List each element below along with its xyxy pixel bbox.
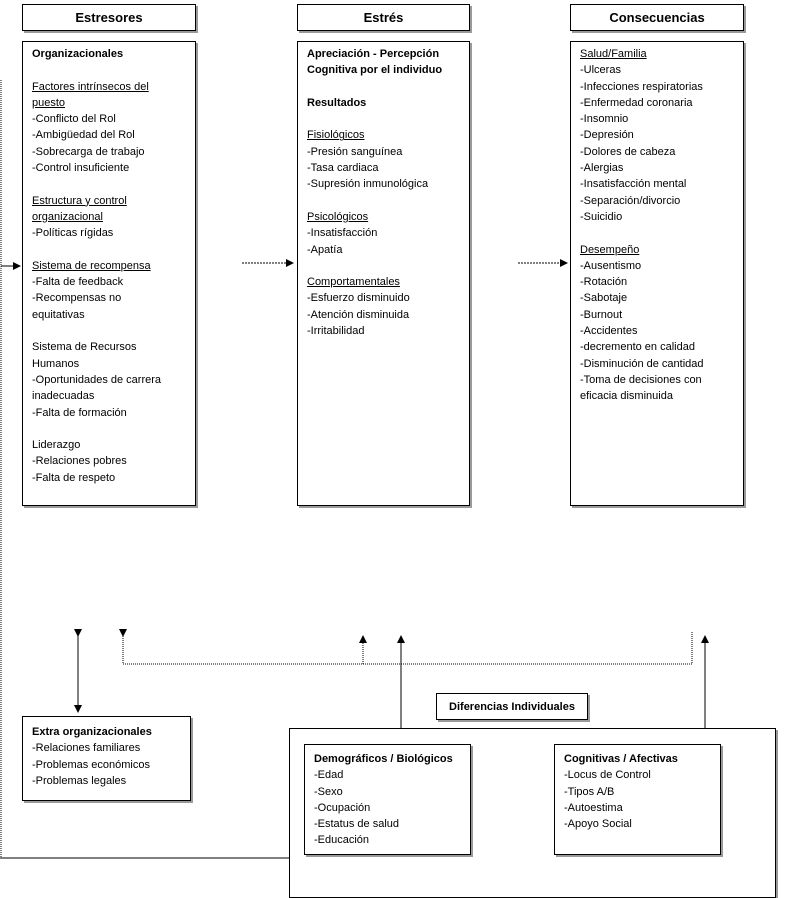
list-item: -Problemas económicos	[32, 758, 150, 771]
list-item: -Toma de decisiones con	[580, 373, 702, 386]
list-item: -Ausentismo	[580, 259, 642, 272]
list-item: inadecuadas	[32, 390, 95, 403]
list-item: -Depresión	[580, 129, 634, 142]
dotted-feedback-loop	[123, 632, 692, 664]
header-estresores-label: Estresores	[75, 10, 143, 25]
section-heading: Fisiológicos	[307, 129, 365, 142]
spacer	[32, 242, 187, 258]
section-heading: Cognitiva por el individuo	[307, 64, 443, 77]
section-heading: Resultados	[307, 96, 367, 109]
list-item: Liderazgo	[32, 439, 81, 452]
list-item: -Edad	[314, 769, 344, 782]
consecuencias-list	[571, 42, 743, 405]
cognitivas-box	[554, 744, 721, 855]
list-item: -Problemas legales	[32, 774, 127, 787]
list-item: -Autoestima	[564, 801, 623, 814]
list-item: -Relaciones familiares	[32, 742, 141, 755]
spacer	[307, 193, 461, 209]
list-item: -Sobrecarga de trabajo	[32, 145, 145, 158]
list-item: -Accidentes	[580, 325, 638, 338]
section-heading: Estructura y control	[32, 194, 127, 207]
list-item: -Tipos A/B	[564, 785, 615, 798]
estresores-box	[22, 41, 196, 506]
extra-list	[23, 717, 190, 789]
spacer	[307, 111, 461, 127]
header-estres	[297, 4, 470, 31]
header-estresores	[22, 4, 196, 31]
list-item: -Control insuficiente	[32, 162, 130, 175]
list-item: -Infecciones respiratorias	[580, 80, 703, 93]
list-item: -Oportunidades de carrera	[32, 373, 162, 386]
list-item: -Sabotaje	[580, 292, 628, 305]
list-item: -Locus de Control	[564, 769, 651, 782]
cognitivas-list	[555, 745, 720, 832]
spacer	[32, 323, 187, 339]
diferencias-label: Diferencias Individuales	[449, 700, 575, 713]
list-item: -Tasa cardiaca	[307, 162, 379, 175]
list-item: -Ambigüedad del Rol	[32, 129, 135, 142]
section-heading: organizacional	[32, 210, 103, 223]
list-item: -Políticas rígidas	[32, 227, 114, 240]
list-item: -Apoyo Social	[564, 818, 632, 831]
list-item: -Dolores de cabeza	[580, 145, 676, 158]
list-item: -Sexo	[314, 785, 343, 798]
section-heading: Extra organizacionales	[32, 726, 152, 738]
list-item: -Suicidio	[580, 210, 623, 223]
list-item: -Insatisfacción mental	[580, 178, 687, 191]
estresores-list	[23, 42, 195, 486]
estres-list	[298, 42, 469, 339]
header-consecuencias-label: Consecuencias	[609, 10, 705, 25]
list-item: -Relaciones pobres	[32, 455, 127, 468]
list-item: -Presión sanguínea	[307, 145, 403, 158]
list-item: -Falta de feedback	[32, 276, 124, 289]
section-heading: Sistema de recompensa	[32, 259, 151, 272]
consecuencias-box	[570, 41, 744, 506]
list-item: eficacia disminuida	[580, 390, 673, 403]
list-item: -Rotación	[580, 276, 628, 289]
list-item: -Irritabilidad	[307, 325, 365, 338]
header-consecuencias	[570, 4, 744, 31]
list-item: -Falta de formación	[32, 406, 127, 419]
list-item: -Enfermedad coronaria	[580, 96, 693, 109]
header-estres-label: Estrés	[363, 10, 404, 25]
extra-organizacionales-box	[22, 716, 191, 801]
spacer	[32, 62, 187, 78]
spacer	[32, 421, 187, 437]
estres-box	[297, 41, 470, 506]
section-heading: Demográficos / Biológicos	[314, 753, 453, 765]
list-item: -Insatisfacción	[307, 227, 378, 240]
section-heading: Cognitivas / Afectivas	[564, 753, 678, 765]
section-heading: Psicológicos	[307, 210, 369, 223]
list-item: -Ulceras	[580, 64, 621, 77]
list-item: -Burnout	[580, 308, 623, 321]
section-heading: Factores intrínsecos del	[32, 80, 149, 93]
section-heading: Organizacionales	[32, 48, 124, 60]
list-item: -Educación	[314, 834, 370, 847]
list-item: -Estatus de salud	[314, 818, 399, 831]
section-heading: Salud/Familia	[580, 48, 647, 60]
list-item: -decremento en calidad	[580, 341, 695, 354]
list-item: Sistema de Recursos	[32, 341, 137, 354]
list-item: -Separación/divorcio	[580, 194, 681, 207]
diferencias-label-box	[436, 693, 588, 720]
list-item: -Ocupación	[314, 801, 371, 814]
spacer	[32, 176, 187, 192]
demograficos-box	[304, 744, 471, 855]
section-heading: Apreciación - Percepción	[307, 48, 440, 60]
section-heading: puesto	[32, 96, 66, 109]
list-item: -Alergias	[580, 162, 624, 175]
list-item: -Conflicto del Rol	[32, 113, 116, 126]
list-item: -Disminución de cantidad	[580, 357, 704, 370]
section-heading: Comportamentales	[307, 276, 400, 289]
list-item: -Apatía	[307, 243, 343, 256]
list-item: -Insomnio	[580, 113, 629, 126]
spacer	[307, 258, 461, 274]
list-item: -Supresión inmunológica	[307, 178, 429, 191]
list-item: -Esfuerzo disminuido	[307, 292, 410, 305]
demograficos-list	[305, 745, 470, 849]
list-item: -Atención disminuida	[307, 308, 410, 321]
list-item: -Falta de respeto	[32, 471, 116, 484]
section-heading: Desempeño	[580, 243, 640, 256]
list-item: Humanos	[32, 357, 80, 370]
list-item: -Recompensas no	[32, 292, 122, 305]
list-item: equitativas	[32, 308, 85, 321]
spacer	[580, 225, 735, 241]
spacer	[307, 79, 461, 95]
